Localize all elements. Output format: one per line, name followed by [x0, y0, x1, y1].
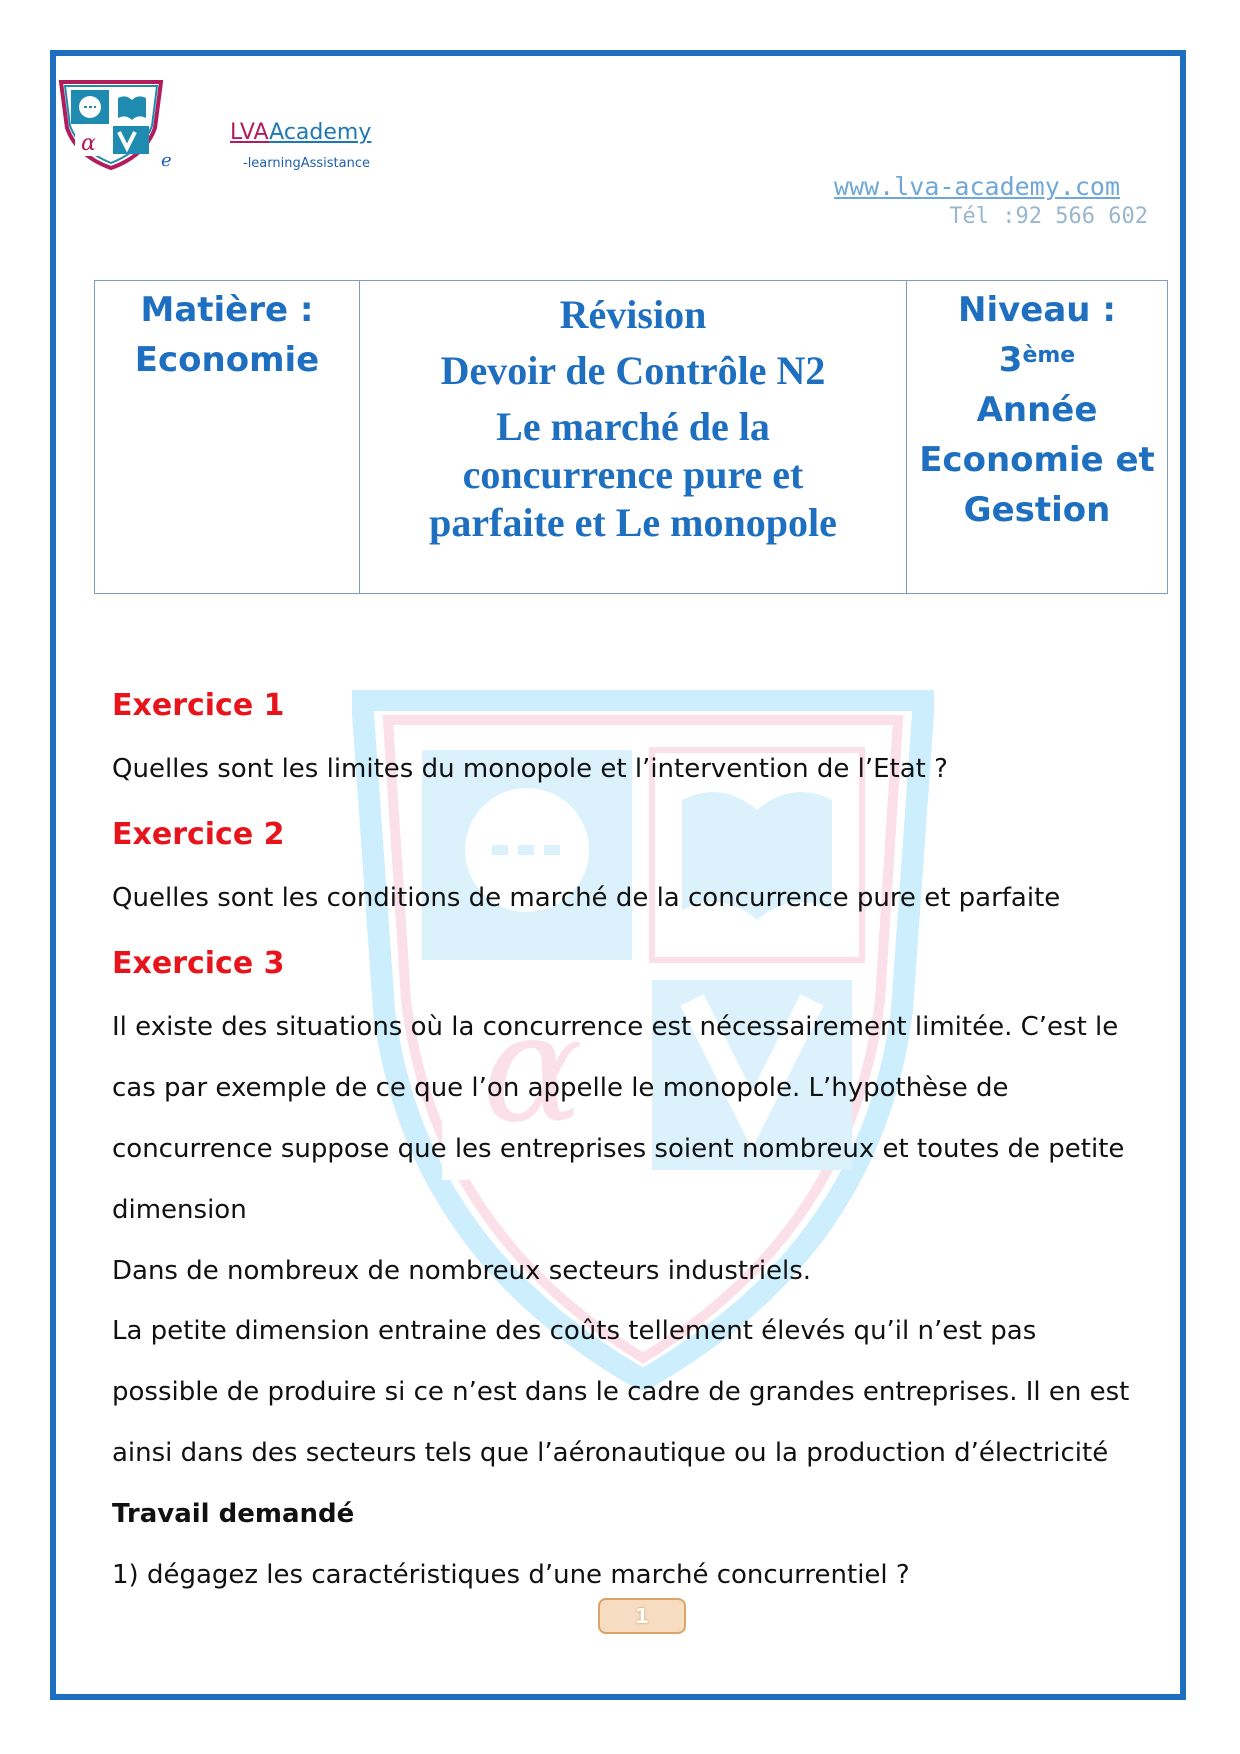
title-revision: Révision: [559, 292, 707, 337]
subject-cell: [95, 281, 360, 594]
question-1: 1) dégagez les caractéristiques d’une marché concurrentiel ?: [112, 1560, 910, 1590]
svg-text:α: α: [482, 982, 584, 1156]
title-line4: concurrence pure et: [462, 452, 804, 497]
level-line1: [915, 285, 1159, 385]
brand-e-letter: e: [161, 150, 172, 171]
exercise-3-text-line: concurrence suppose que les entreprises soient nombreux et toutes de petite: [112, 1134, 1125, 1164]
exercise-3-text-line: cas par exemple de ce que l’on appelle le monopole. L’hypothèse de: [112, 1073, 1009, 1103]
exercise-3-text-line: La petite dimension entraine des coûts tellement élevés qu’il n’est pas: [112, 1316, 1037, 1346]
subject-value: Economie: [134, 340, 320, 380]
level-line2: Année: [976, 390, 1098, 430]
level-cell: [907, 281, 1168, 594]
level-superscript: ème: [1022, 343, 1076, 368]
exercise-2-title: Exercice 2: [112, 817, 285, 852]
exercise-3-text-line: dimension: [112, 1195, 247, 1225]
lva-academy-logo: [55, 78, 167, 170]
brand-lva: LVA: [230, 120, 270, 145]
brand-tagline: -learningAssistance: [243, 156, 370, 171]
level-line4: Gestion: [963, 490, 1111, 530]
title-cell: [360, 281, 907, 594]
svg-text:α: α: [81, 131, 96, 156]
brand-academy: Academy: [269, 120, 372, 145]
exercise-1-question: Quelles sont les limites du monopole et l’intervention de l’Etat ?: [112, 754, 948, 784]
exercise-3-text-line: ainsi dans des secteurs tels que l’aéronautique ou la production d’électricité: [112, 1438, 1109, 1468]
title-line5: parfaite et Le monopole: [429, 500, 837, 545]
title-devoir: Devoir de Contrôle N2: [440, 348, 826, 393]
page-number: 1: [598, 1598, 686, 1634]
brand-name: [230, 120, 371, 145]
exercise-3-title: Exercice 3: [112, 946, 285, 981]
level-prefix: Niveau : 3: [958, 290, 1116, 380]
exercise-3-text-line: possible de produire si ce n’est dans le cadre de grandes entreprises. Il en est: [112, 1377, 1130, 1407]
info-table: [94, 280, 1168, 594]
exercise-2-question: Quelles sont les conditions de marché de la concurrence pure et parfaite: [112, 883, 1061, 913]
work-required-title: Travail demandé: [112, 1499, 355, 1529]
subject-label: Matière :: [140, 290, 314, 330]
phone-number: Tél :92 566 602: [949, 204, 1148, 229]
exercise-3-text-line: Il existe des situations où la concurrence est nécessairement limitée. C’est le: [112, 1012, 1119, 1042]
website-link[interactable]: www.lva-academy.com: [834, 172, 1120, 201]
exercise-1-title: Exercice 1: [112, 688, 285, 723]
level-line3: Economie et: [919, 440, 1155, 480]
title-line3: Le marché de la: [496, 404, 770, 449]
exercise-3-text-line: Dans de nombreux de nombreux secteurs industriels.: [112, 1256, 812, 1286]
